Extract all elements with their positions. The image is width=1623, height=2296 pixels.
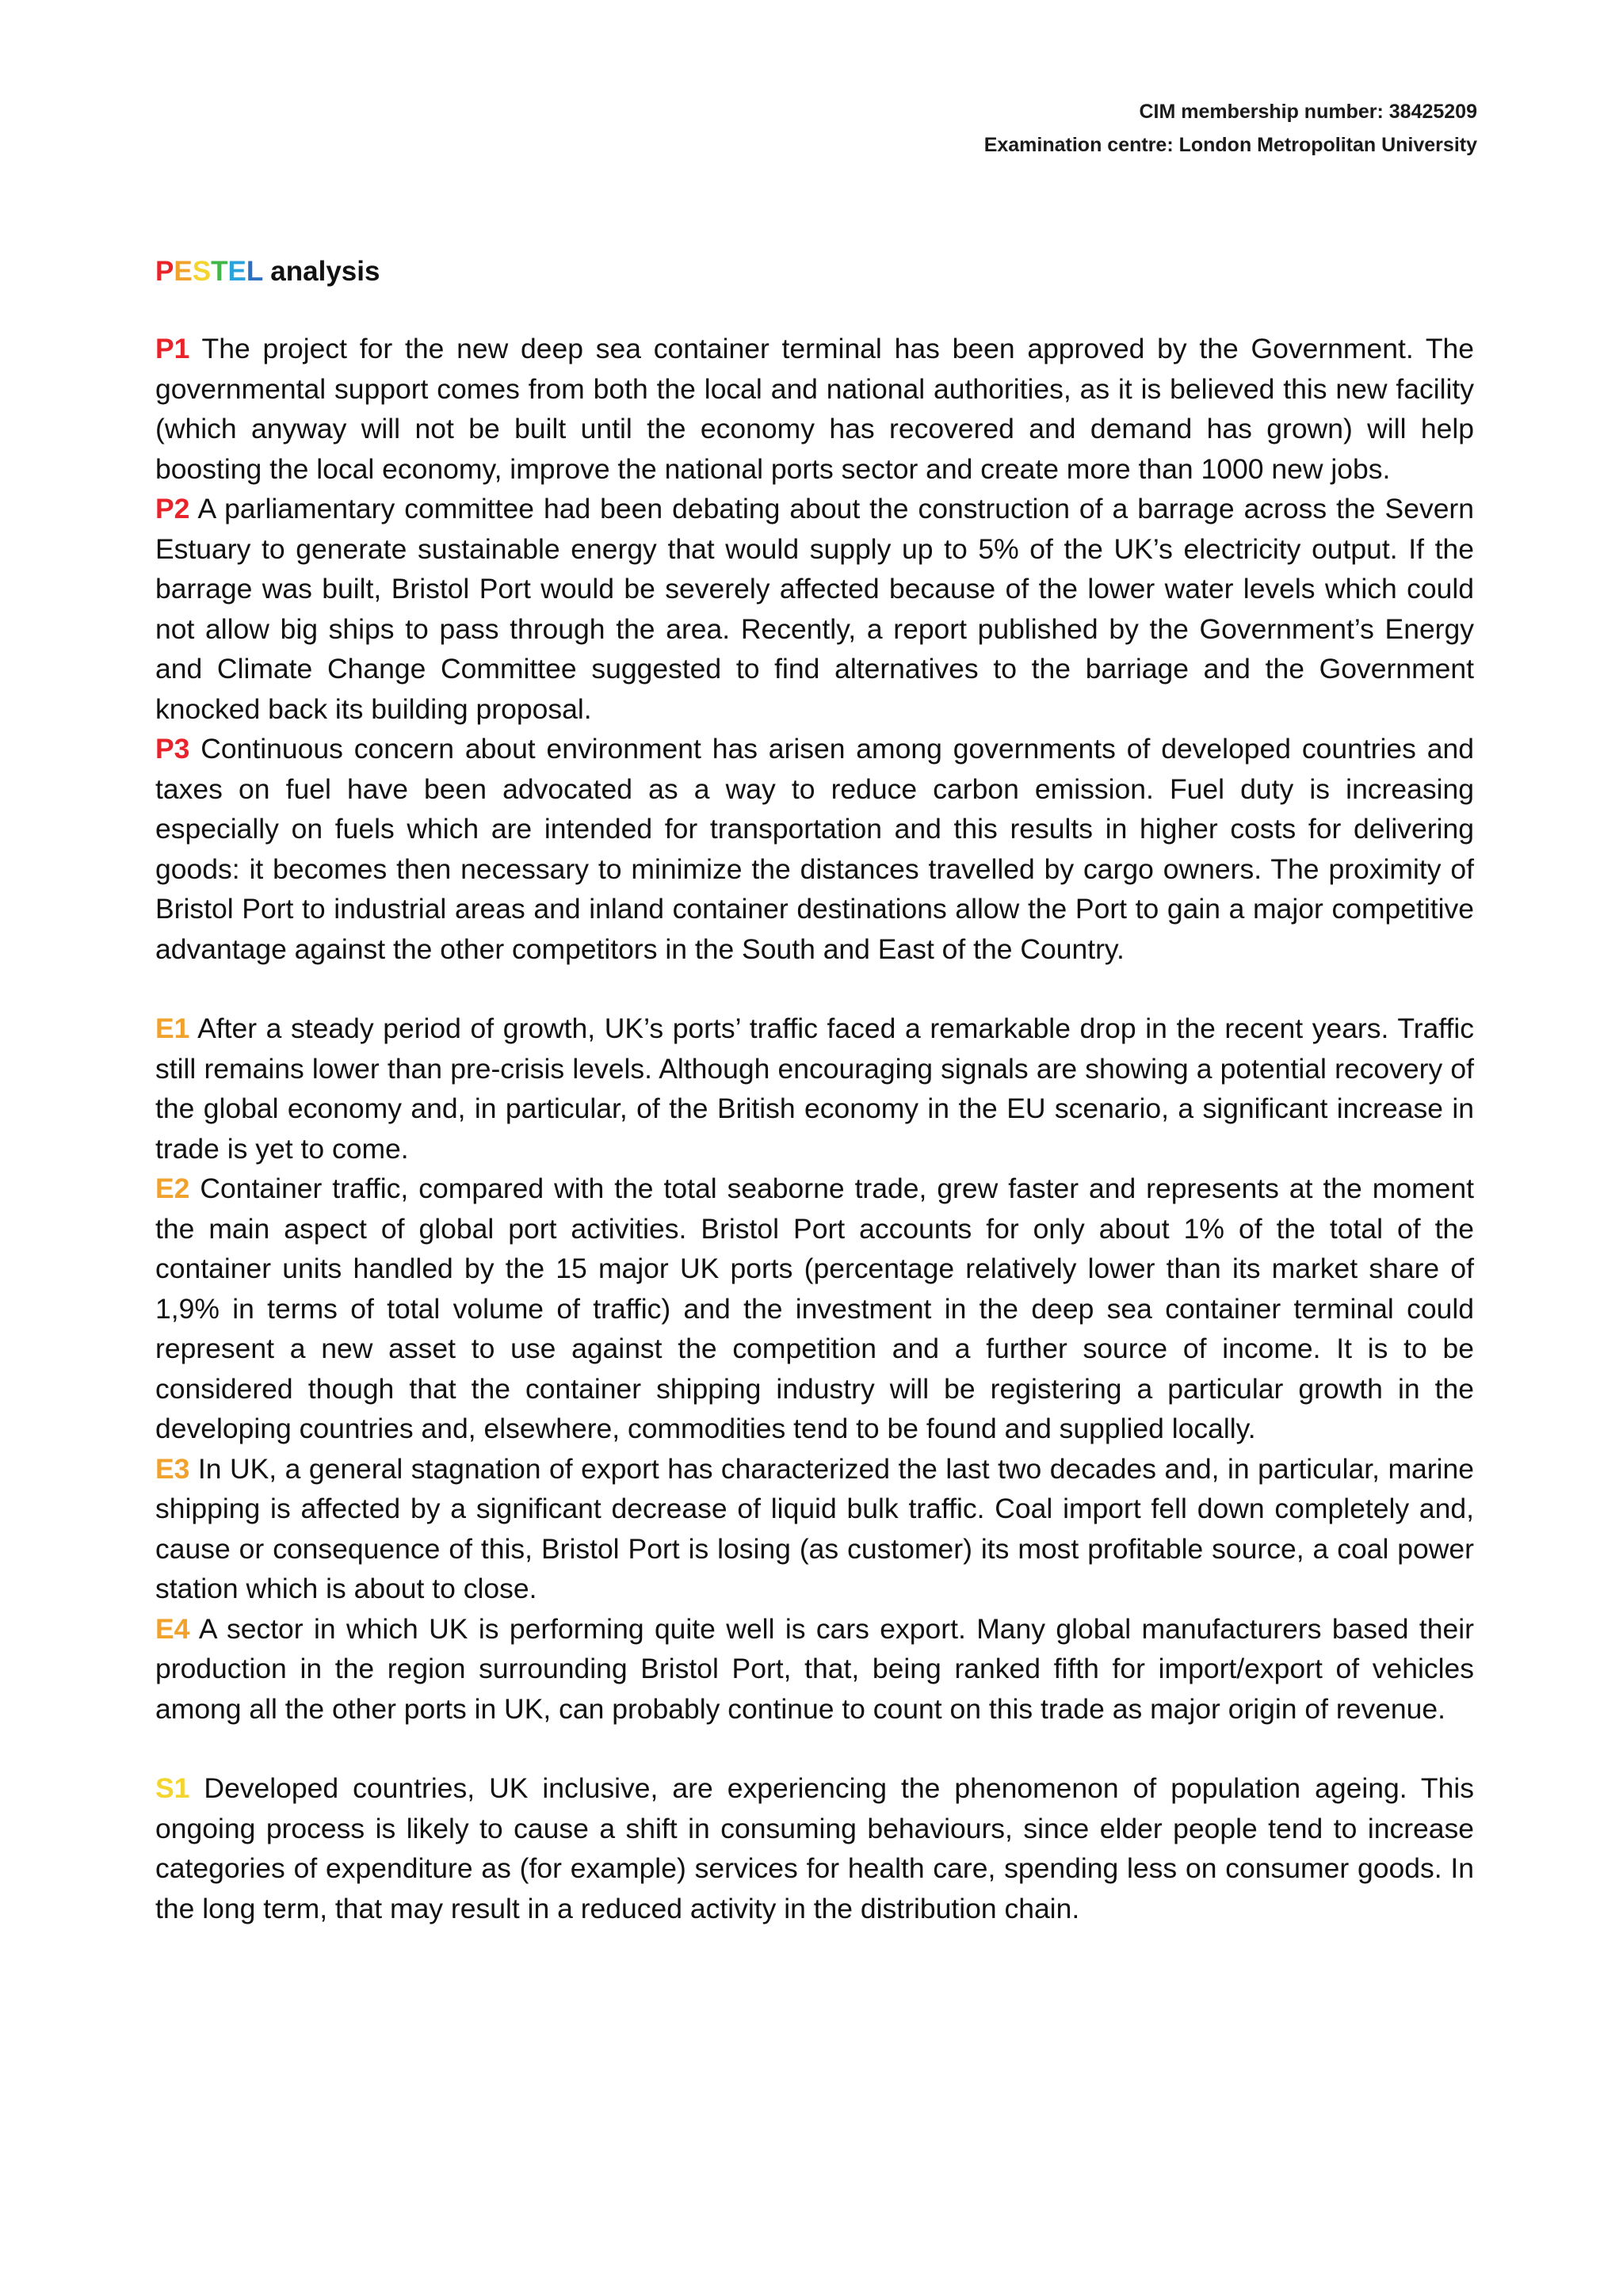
paragraph-code: E4 <box>155 1612 190 1645</box>
document-header <box>984 95 1477 162</box>
paragraph-e2 <box>155 1169 1474 1449</box>
heading-letter: T <box>211 256 228 287</box>
document-body <box>155 252 1474 1928</box>
paragraph-text: Developed countries, UK inclusive, are experiencing the phenomenon of population ageing. This ongoing process is likely to cause a shift in consuming behaviours, since elder people tend to increase categories of expenditure as (for example) services for health care, spending less on consumer goods. In the long term, that may result in a reduced activity in the distribution chain. <box>155 1772 1474 1924</box>
paragraph-p2 <box>155 489 1474 729</box>
heading-letter: E <box>174 256 193 287</box>
heading-text: analysis <box>262 256 380 287</box>
membership-number: CIM membership number: 38425209 <box>1139 101 1477 123</box>
paragraph-code: P1 <box>155 333 190 364</box>
paragraph-e3 <box>155 1449 1474 1609</box>
paragraph-p3 <box>155 729 1474 969</box>
paragraph-code: E2 <box>155 1173 190 1204</box>
paragraph-text: The project for the new deep sea container terminal has been approved by the Government. The governmental support comes from both the local and national authorities, as it is believed this new facility (which anyway will not be built until the economy has recovered and demand has grown) will help boosting the local economy, improve the national ports sector and create more than 1000 new jobs. <box>155 333 1474 485</box>
heading-letter: P <box>155 256 174 287</box>
paragraph-s1 <box>155 1768 1474 1928</box>
paragraph-text: Container traffic, compared with the total seaborne trade, grew faster and represents at the moment the main aspect of global port activities. Bristol Port accounts for only about 1% of the total of the container units handled by the 15 major UK ports (percentage relatively lower than its market share of 1,9% in terms of total volume of traffic) and the investment in the deep sea container terminal could represent a new asset to use against the competition and a further source of income. It is to be considered though that the container shipping industry will be registering a particular growth in the developing countries and, elsewhere, commodities tend to be found and supplied locally. <box>155 1173 1474 1444</box>
paragraph-list <box>155 329 1474 1928</box>
paragraph-code: P3 <box>155 733 190 765</box>
paragraph-e1 <box>155 1009 1474 1169</box>
paragraph-code: P2 <box>155 493 190 524</box>
paragraph-e4 <box>155 1609 1474 1730</box>
paragraph-code: S1 <box>155 1772 190 1804</box>
paragraph-text: After a steady period of growth, UK’s ports’ traffic faced a remarkable drop in the recent years. Traffic still remains lower than pre-crisis levels. Although encouraging signals are showing a potential recovery of the global economy and, in particular, of the British economy in the EU scenario, a significant increase in trade is yet to come. <box>155 1013 1474 1165</box>
heading-letter: L <box>246 256 263 287</box>
heading-letter: S <box>192 256 212 287</box>
paragraph-code: E1 <box>155 1013 190 1044</box>
paragraph-text: In UK, a general stagnation of export has characterized the last two decades and, in particular, marine shipping is affected by a significant decrease of liquid bulk traffic. Coal import fell down completely and, cause or consequence of this, Bristol Port is losing (as customer) its most profitable source, a coal power station which is about to close. <box>155 1452 1474 1604</box>
examination-centre: Examination centre: London Metropolitan University <box>983 134 1477 156</box>
heading-acronym <box>155 256 263 287</box>
paragraph-text: A parliamentary committee had been debating about the construction of a barrage across the Severn Estuary to generate sustainable energy that would supply up to 5% of the UK’s electricity output. If the barrage was built, Bristol Port would be severely affected because of the lower water levels which could not allow big ships to pass through the area. Recently, a report published by the Government’s Energy and Climate Change Committee suggested to find alternatives to the barriage and the Government knocked back its building proposal. <box>155 493 1474 725</box>
section-heading <box>155 252 1474 292</box>
paragraph-code: E3 <box>155 1452 190 1485</box>
heading-letter: E <box>227 256 246 287</box>
paragraph-p1 <box>155 329 1474 489</box>
paragraph-text: A sector in which UK is performing quite well is cars export. Many global manufacturers based their production in the region surrounding Bristol Port, that, being ranked fifth for import/export of vehicles among all the other ports in UK, can probably continue to count on this trade as major origin of revenue. <box>155 1612 1474 1725</box>
paragraph-text: Continuous concern about environment has arisen among governments of developed countries and taxes on fuel have been advocated as a way to reduce carbon emission. Fuel duty is increasing especially on fuels which are intended for transportation and this results in higher costs for delivering goods: it becomes then necessary to minimize the distances travelled by cargo owners. The proximity of Bristol Port to industrial areas and inland container destinations allow the Port to gain a major competitive advantage against the other competitors in the South and East of the Country. <box>155 733 1474 965</box>
